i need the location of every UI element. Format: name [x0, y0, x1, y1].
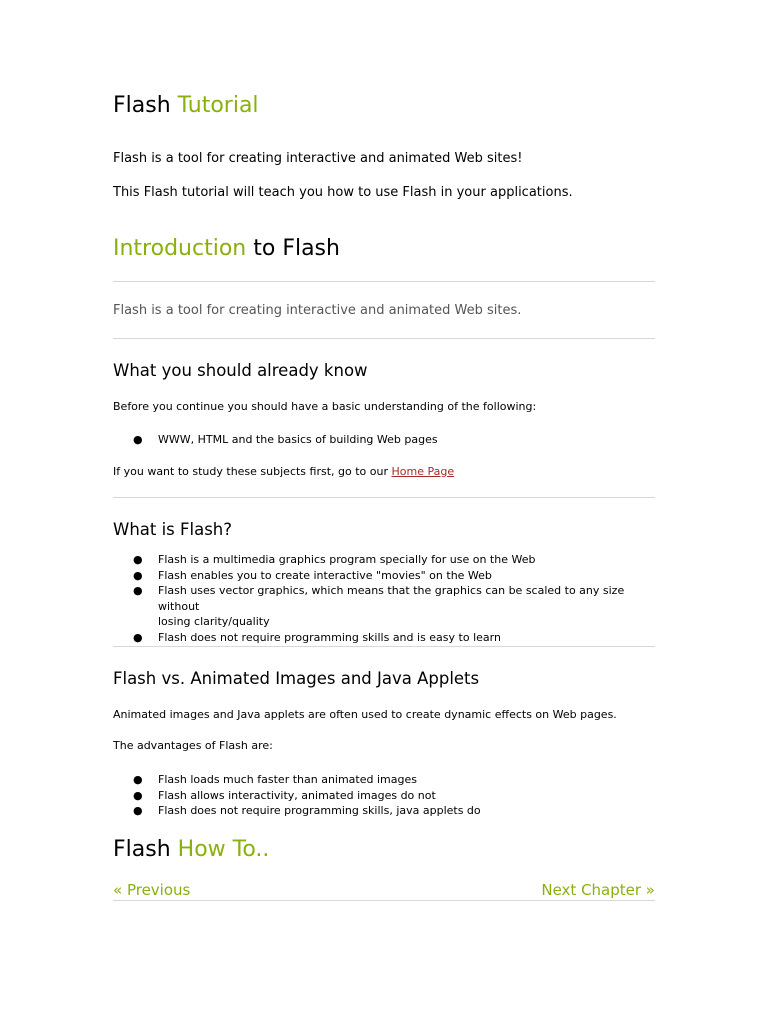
- know-list: [113, 432, 655, 448]
- what-is-heading: What is Flash?: [113, 520, 233, 539]
- list-item: ● Flash does not require programming skills and is easy to learn: [133, 630, 501, 644]
- know-lead: Before you continue you should have a basic understanding of the following:: [113, 400, 537, 413]
- list-item: ● WWW, HTML and the basics of building Web pages: [133, 433, 438, 446]
- study-prefix: If you want to study these subjects first, go to our: [113, 465, 392, 478]
- home-page-link[interactable]: Home Page: [391, 465, 455, 478]
- vs-lead: Animated images and Java applets are often used to create dynamic effects on Web pages.: [113, 708, 617, 721]
- vs-heading: Flash vs. Animated Images and Java Applets: [113, 669, 480, 688]
- howto-part1: Flash: [113, 837, 171, 862]
- next-chapter-link[interactable]: Next Chapter »: [541, 881, 655, 899]
- bullet-icon: ●: [133, 584, 143, 597]
- bullet-icon: ●: [133, 788, 143, 802]
- divider: [113, 281, 655, 282]
- divider: [113, 900, 655, 901]
- list-item: ● Flash enables you to create interactive "movies" on the Web: [133, 568, 492, 582]
- list-item-continuation: losing clarity/quality: [158, 615, 270, 628]
- howto-part2: How To..: [177, 837, 270, 862]
- previous-link[interactable]: « Previous: [113, 881, 191, 899]
- bullet-icon: ●: [133, 553, 143, 566]
- bullet-icon: ●: [133, 630, 143, 644]
- title-part1: Flash: [113, 93, 171, 118]
- section-heading-introduction: [113, 236, 340, 261]
- intro-line-1: Flash is a tool for creating interactive and animated Web sites!: [113, 151, 523, 166]
- intro-heading-rest: to Flash: [253, 236, 340, 261]
- list-item: ● Flash allows interactivity, animated images do not: [133, 788, 436, 802]
- howto-heading: [113, 837, 269, 862]
- what-is-list: [113, 552, 655, 645]
- bullet-icon: ●: [133, 433, 143, 446]
- title-part2: Tutorial: [177, 93, 259, 118]
- bullet-icon: ●: [133, 773, 143, 786]
- bullet-icon: ●: [133, 568, 143, 582]
- list-item: ● Flash does not require programming skills, java applets do: [133, 804, 481, 817]
- list-item: ● Flash is a multimedia graphics program specially for use on the Web: [133, 553, 536, 566]
- divider: [113, 497, 655, 498]
- intro-summary: Flash is a tool for creating interactive and animated Web sites.: [113, 303, 522, 318]
- page-title: [113, 93, 259, 118]
- list-item: ● Flash uses vector graphics, which means that the graphics can be scaled to any size without: [133, 584, 625, 613]
- divider: [113, 338, 655, 339]
- advantages-list: [113, 772, 655, 819]
- advantages-label: The advantages of Flash are:: [113, 739, 273, 752]
- divider: [113, 646, 655, 647]
- intro-line-2: This Flash tutorial will teach you how to use Flash in your applications.: [113, 185, 573, 200]
- bullet-icon: ●: [133, 804, 143, 817]
- know-heading: What you should already know: [113, 361, 368, 380]
- intro-heading-green: Introduction: [113, 236, 247, 261]
- list-item: ● Flash loads much faster than animated images: [133, 773, 417, 786]
- study-line: [113, 465, 454, 478]
